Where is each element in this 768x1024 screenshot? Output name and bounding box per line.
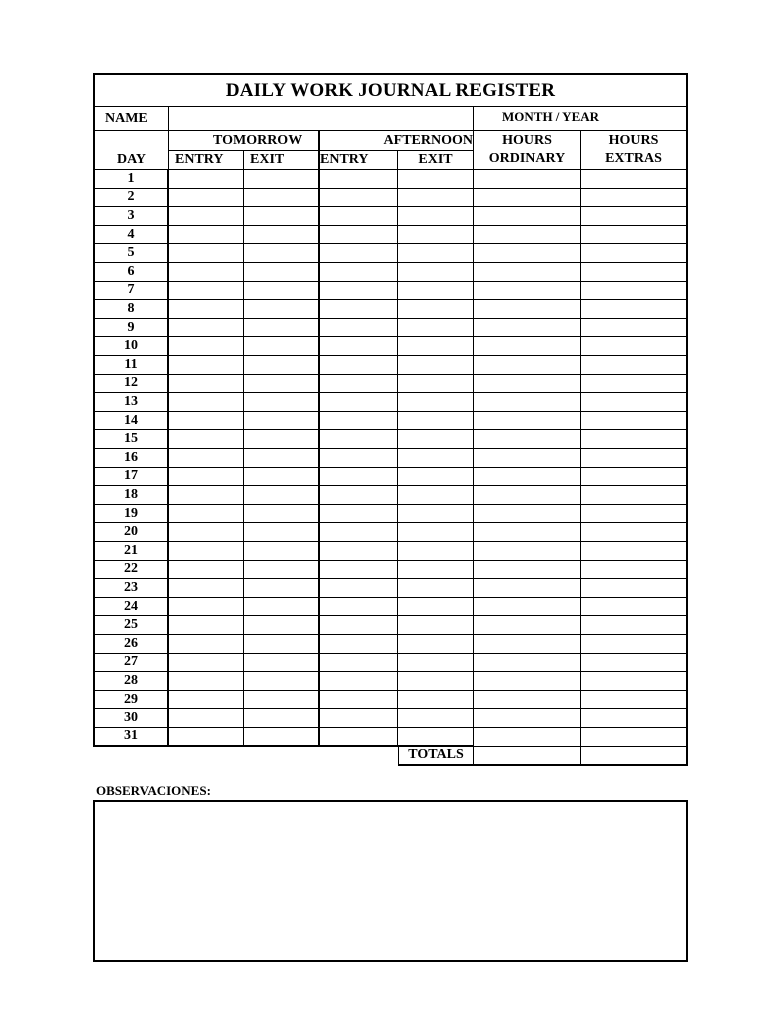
day-entry-cell[interactable]: [474, 542, 581, 561]
day-entry-cell[interactable]: [581, 375, 688, 394]
day-entry-cell[interactable]: [398, 468, 474, 487]
day-entry-cell[interactable]: [581, 170, 688, 189]
day-entry-cell[interactable]: [169, 226, 244, 245]
day-entry-cell[interactable]: [320, 523, 398, 542]
day-entry-cell[interactable]: [320, 356, 398, 375]
day-entry-cell[interactable]: [169, 486, 244, 505]
day-entry-cell[interactable]: [474, 728, 581, 747]
day-entry-cell[interactable]: [169, 616, 244, 635]
day-number: 5: [93, 244, 169, 263]
day-number: 13: [93, 393, 169, 412]
day-entry-cell[interactable]: [169, 505, 244, 524]
day-number: 26: [93, 635, 169, 654]
day-number: 24: [93, 598, 169, 617]
day-entry-cell[interactable]: [169, 319, 244, 338]
day-entry-cell[interactable]: [320, 375, 398, 394]
day-number: 7: [93, 282, 169, 301]
day-entry-cell[interactable]: [581, 635, 688, 654]
day-entry-cell[interactable]: [474, 430, 581, 449]
day-number: 11: [93, 356, 169, 375]
day-entry-cell[interactable]: [244, 579, 320, 598]
day-entry-cell[interactable]: [398, 300, 474, 319]
day-entry-cell[interactable]: [244, 635, 320, 654]
day-entry-cell[interactable]: [581, 263, 688, 282]
totals-label: TOTALS: [398, 747, 474, 766]
day-entry-cell[interactable]: [169, 468, 244, 487]
day-entry-cell[interactable]: [474, 375, 581, 394]
day-entry-cell[interactable]: [244, 226, 320, 245]
day-entry-cell[interactable]: [398, 579, 474, 598]
day-number: 4: [93, 226, 169, 245]
day-entry-cell[interactable]: [320, 468, 398, 487]
day-entry-cell[interactable]: [398, 319, 474, 338]
day-entry-cell[interactable]: [581, 207, 688, 226]
day-entry-cell[interactable]: [320, 449, 398, 468]
day-entry-cell[interactable]: [320, 672, 398, 691]
day-entry-cell[interactable]: [581, 561, 688, 580]
total-extras-cell[interactable]: [581, 747, 688, 766]
day-entry-cell[interactable]: [320, 300, 398, 319]
day-entry-cell[interactable]: [169, 561, 244, 580]
day-entry-cell[interactable]: [244, 616, 320, 635]
day-number: 22: [93, 561, 169, 580]
day-entry-cell[interactable]: [398, 170, 474, 189]
day-entry-cell[interactable]: [244, 282, 320, 301]
day-entry-cell[interactable]: [581, 300, 688, 319]
day-entry-cell[interactable]: [320, 505, 398, 524]
day-entry-cell[interactable]: [320, 728, 398, 747]
day-entry-cell[interactable]: [244, 263, 320, 282]
day-entry-cell[interactable]: [398, 449, 474, 468]
day-entry-cell[interactable]: [581, 579, 688, 598]
day-entry-cell[interactable]: [320, 207, 398, 226]
day-entry-cell[interactable]: [169, 579, 244, 598]
day-entry-cell[interactable]: [169, 654, 244, 673]
total-ordinary-cell[interactable]: [474, 747, 581, 766]
day-entry-cell[interactable]: [398, 523, 474, 542]
day-number: 1: [93, 170, 169, 189]
day-entry-cell[interactable]: [169, 598, 244, 617]
day-entry-cell[interactable]: [320, 430, 398, 449]
day-entry-cell[interactable]: [320, 319, 398, 338]
day-entry-cell[interactable]: [581, 468, 688, 487]
day-entry-cell[interactable]: [398, 189, 474, 208]
day-entry-cell[interactable]: [244, 691, 320, 710]
day-entry-cell[interactable]: [581, 486, 688, 505]
day-entry-cell[interactable]: [398, 412, 474, 431]
day-entry-cell[interactable]: [169, 244, 244, 263]
day-entry-cell[interactable]: [244, 300, 320, 319]
day-number: 8: [93, 300, 169, 319]
day-number: 10: [93, 337, 169, 356]
day-entry-cell[interactable]: [398, 728, 474, 747]
day-entry-cell[interactable]: [320, 282, 398, 301]
day-number: 6: [93, 263, 169, 282]
day-entry-cell[interactable]: [244, 468, 320, 487]
day-entry-cell[interactable]: [320, 412, 398, 431]
day-entry-cell[interactable]: [581, 319, 688, 338]
day-number: 2: [93, 189, 169, 208]
day-entry-cell[interactable]: [474, 337, 581, 356]
day-entry-cell[interactable]: [169, 523, 244, 542]
day-entry-cell[interactable]: [244, 375, 320, 394]
day-entry-cell[interactable]: [169, 709, 244, 728]
day-entry-cell[interactable]: [581, 282, 688, 301]
day-entry-cell[interactable]: [244, 728, 320, 747]
month-year-label: MONTH / YEAR: [474, 107, 688, 131]
day-entry-cell[interactable]: [244, 598, 320, 617]
day-entry-cell[interactable]: [398, 263, 474, 282]
day-header: DAY: [93, 151, 169, 170]
observations-label: OBSERVACIONES:: [96, 783, 211, 798]
day-entry-cell[interactable]: [474, 393, 581, 412]
observations-box[interactable]: [93, 800, 688, 962]
day-entry-cell[interactable]: [244, 709, 320, 728]
day-number: 9: [93, 319, 169, 338]
day-number: 21: [93, 542, 169, 561]
day-entry-cell[interactable]: [581, 505, 688, 524]
extra-hours-header: [581, 131, 688, 170]
day-entry-cell[interactable]: [320, 337, 398, 356]
morning-exit-header: EXIT: [244, 151, 320, 170]
day-entry-cell[interactable]: [398, 635, 474, 654]
day-entry-cell[interactable]: [398, 282, 474, 301]
day-entry-cell[interactable]: [320, 709, 398, 728]
day-entry-cell[interactable]: [244, 393, 320, 412]
day-entry-cell[interactable]: [581, 616, 688, 635]
day-entry-cell[interactable]: [320, 654, 398, 673]
ordinary-hours-header: [474, 131, 581, 170]
day-number: 16: [93, 449, 169, 468]
day-number: 30: [93, 709, 169, 728]
day-entry-cell[interactable]: [581, 691, 688, 710]
day-entry-cell[interactable]: [169, 691, 244, 710]
day-number: 19: [93, 505, 169, 524]
day-entry-cell[interactable]: [398, 616, 474, 635]
day-entry-cell[interactable]: [320, 561, 398, 580]
day-entry-cell[interactable]: [474, 635, 581, 654]
day-entry-cell[interactable]: [244, 207, 320, 226]
work-journal-form: [93, 73, 688, 765]
day-entry-cell[interactable]: [474, 412, 581, 431]
ordinary-label-2: ORDINARY: [488, 151, 566, 166]
day-entry-cell[interactable]: [398, 393, 474, 412]
day-entry-cell[interactable]: [244, 337, 320, 356]
day-number: 12: [93, 375, 169, 394]
day-entry-cell[interactable]: [169, 635, 244, 654]
day-number: 29: [93, 691, 169, 710]
name-field[interactable]: [169, 107, 474, 131]
day-entry-cell[interactable]: [398, 542, 474, 561]
day-entry-cell[interactable]: [320, 393, 398, 412]
day-entry-cell[interactable]: [169, 263, 244, 282]
day-entry-cell[interactable]: [244, 561, 320, 580]
day-entry-cell[interactable]: [581, 412, 688, 431]
day-header-top: [93, 131, 169, 151]
day-entry-cell[interactable]: [398, 226, 474, 245]
day-entry-cell[interactable]: [474, 263, 581, 282]
day-entry-cell[interactable]: [474, 170, 581, 189]
day-entry-cell[interactable]: [474, 691, 581, 710]
day-entry-cell[interactable]: [581, 672, 688, 691]
day-entry-cell[interactable]: [581, 523, 688, 542]
day-entry-cell[interactable]: [581, 244, 688, 263]
day-entry-cell[interactable]: [244, 505, 320, 524]
day-entry-cell[interactable]: [474, 468, 581, 487]
day-entry-cell[interactable]: [398, 430, 474, 449]
day-entry-cell[interactable]: [169, 337, 244, 356]
form-title: DAILY WORK JOURNAL REGISTER: [93, 73, 688, 107]
day-entry-cell[interactable]: [169, 189, 244, 208]
afternoon-header: AFTERNOON: [320, 131, 474, 151]
day-entry-cell[interactable]: [169, 412, 244, 431]
day-entry-cell[interactable]: [581, 654, 688, 673]
day-entry-cell[interactable]: [244, 430, 320, 449]
day-entry-cell[interactable]: [581, 337, 688, 356]
day-number: 17: [93, 468, 169, 487]
day-entry-cell[interactable]: [581, 709, 688, 728]
afternoon-entry-header: ENTRY: [320, 151, 398, 170]
day-entry-cell[interactable]: [244, 356, 320, 375]
day-entry-cell[interactable]: [244, 672, 320, 691]
day-entry-cell[interactable]: [320, 170, 398, 189]
day-entry-cell[interactable]: [244, 542, 320, 561]
name-label: NAME: [93, 107, 169, 131]
morning-header: TOMORROW: [169, 131, 320, 151]
day-number: 20: [93, 523, 169, 542]
day-entry-cell[interactable]: [474, 672, 581, 691]
day-number: 14: [93, 412, 169, 431]
day-entry-cell[interactable]: [581, 189, 688, 208]
day-entry-cell[interactable]: [169, 170, 244, 189]
day-entry-cell[interactable]: [320, 263, 398, 282]
day-number: 15: [93, 430, 169, 449]
day-entry-cell[interactable]: [169, 282, 244, 301]
day-entry-cell[interactable]: [320, 635, 398, 654]
extras-label-2: EXTRAS: [605, 151, 662, 166]
day-entry-cell[interactable]: [169, 672, 244, 691]
day-entry-cell[interactable]: [398, 356, 474, 375]
day-entry-cell[interactable]: [581, 356, 688, 375]
day-entry-cell[interactable]: [244, 523, 320, 542]
day-entry-cell[interactable]: [244, 412, 320, 431]
day-entry-cell[interactable]: [474, 244, 581, 263]
day-entry-cell[interactable]: [320, 244, 398, 263]
day-entry-cell[interactable]: [581, 598, 688, 617]
day-entry-cell[interactable]: [398, 598, 474, 617]
day-entry-cell[interactable]: [398, 486, 474, 505]
day-entry-cell[interactable]: [398, 654, 474, 673]
day-entry-cell[interactable]: [581, 393, 688, 412]
day-entry-cell[interactable]: [474, 226, 581, 245]
day-entry-cell[interactable]: [581, 542, 688, 561]
day-entry-cell[interactable]: [320, 579, 398, 598]
day-entry-cell[interactable]: [169, 356, 244, 375]
day-entry-cell[interactable]: [320, 542, 398, 561]
day-entry-cell[interactable]: [474, 356, 581, 375]
day-entry-cell[interactable]: [474, 579, 581, 598]
day-entry-cell[interactable]: [169, 542, 244, 561]
day-entry-cell[interactable]: [398, 691, 474, 710]
day-entry-cell[interactable]: [474, 523, 581, 542]
day-entry-cell[interactable]: [398, 505, 474, 524]
day-entry-cell[interactable]: [169, 728, 244, 747]
day-entry-cell[interactable]: [320, 691, 398, 710]
day-entry-cell[interactable]: [581, 430, 688, 449]
day-entry-cell[interactable]: [244, 449, 320, 468]
day-entry-cell[interactable]: [398, 561, 474, 580]
day-entry-cell[interactable]: [244, 654, 320, 673]
day-entry-cell[interactable]: [244, 189, 320, 208]
day-entry-cell[interactable]: [169, 207, 244, 226]
day-number: 3: [93, 207, 169, 226]
day-entry-cell[interactable]: [474, 449, 581, 468]
day-entry-cell[interactable]: [474, 300, 581, 319]
day-number: 27: [93, 654, 169, 673]
afternoon-exit-header: EXIT: [398, 151, 474, 170]
day-entry-cell[interactable]: [474, 189, 581, 208]
day-entry-cell[interactable]: [169, 430, 244, 449]
morning-entry-header: ENTRY: [169, 151, 244, 170]
day-entry-cell[interactable]: [320, 616, 398, 635]
day-entry-cell[interactable]: [398, 244, 474, 263]
day-entry-cell[interactable]: [244, 319, 320, 338]
day-number: 31: [93, 728, 169, 747]
day-number: 28: [93, 672, 169, 691]
day-entry-cell[interactable]: [474, 709, 581, 728]
day-entry-cell[interactable]: [474, 486, 581, 505]
day-entry-cell[interactable]: [398, 337, 474, 356]
day-number: 23: [93, 579, 169, 598]
day-entry-cell[interactable]: [169, 449, 244, 468]
day-number: 25: [93, 616, 169, 635]
day-entry-cell[interactable]: [320, 486, 398, 505]
day-entry-cell[interactable]: [169, 300, 244, 319]
day-entry-cell[interactable]: [244, 244, 320, 263]
day-entry-cell[interactable]: [320, 598, 398, 617]
day-entry-cell[interactable]: [320, 189, 398, 208]
day-number: 18: [93, 486, 169, 505]
day-entry-cell[interactable]: [169, 393, 244, 412]
day-entry-cell[interactable]: [474, 561, 581, 580]
ordinary-label-1: HOURS: [502, 133, 552, 148]
day-entry-cell[interactable]: [320, 226, 398, 245]
day-entry-cell[interactable]: [398, 672, 474, 691]
extras-label-1: HOURS: [608, 133, 659, 148]
day-entry-cell[interactable]: [398, 709, 474, 728]
day-entry-cell[interactable]: [398, 207, 474, 226]
day-entry-cell[interactable]: [474, 319, 581, 338]
day-entry-cell[interactable]: [581, 449, 688, 468]
day-entry-cell[interactable]: [581, 728, 688, 747]
day-entry-cell[interactable]: [244, 170, 320, 189]
day-entry-cell[interactable]: [169, 375, 244, 394]
day-entry-cell[interactable]: [474, 654, 581, 673]
day-entry-cell[interactable]: [244, 486, 320, 505]
day-entry-cell[interactable]: [474, 282, 581, 301]
day-entry-cell[interactable]: [474, 207, 581, 226]
day-entry-cell[interactable]: [474, 616, 581, 635]
day-entry-cell[interactable]: [398, 375, 474, 394]
day-entry-cell[interactable]: [474, 598, 581, 617]
day-entry-cell[interactable]: [581, 226, 688, 245]
day-entry-cell[interactable]: [474, 505, 581, 524]
